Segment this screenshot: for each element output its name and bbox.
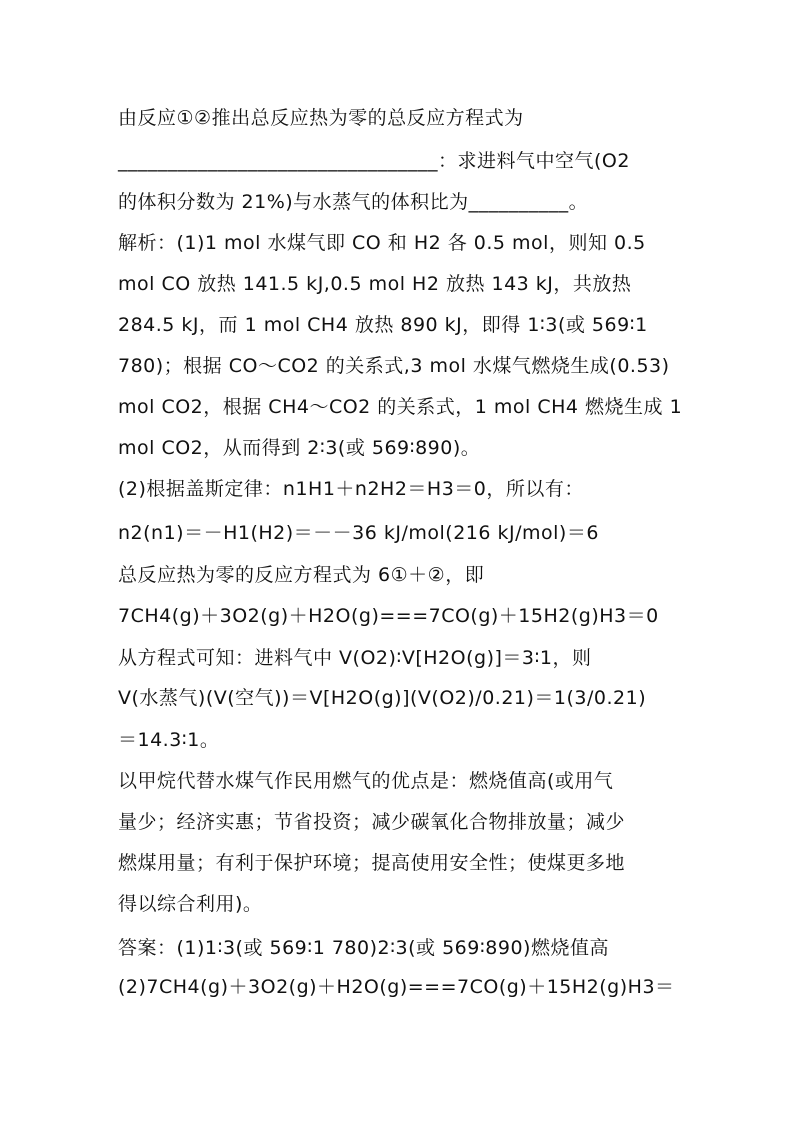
text-line: ________________________________：求进料气中空气(O2 bbox=[118, 150, 630, 172]
text-line: mol CO2，从而得到 2∶3(或 569∶890)。 bbox=[118, 437, 481, 459]
text-line: 得以综合利用)。 bbox=[118, 893, 263, 915]
text-line: n2(n1)＝－H1(H2)＝－－36 kJ/mol(216 kJ/mol)＝6 bbox=[118, 522, 599, 544]
text-line: 284.5 kJ，而 1 mol CH4 放热 890 kJ，即得 1∶3(或 569∶1 bbox=[118, 314, 648, 336]
text-line: 7CH4(g)＋3O2(g)＋H2O(g)===7CO(g)＋15H2(g)H3＝0 bbox=[118, 605, 659, 627]
text-line: 答案：(1)1∶3(或 569∶1 780)2∶3(或 569∶890)燃烧值高 bbox=[118, 937, 609, 959]
text-line: 由反应①②推出总反应热为零的总反应方程式为 bbox=[118, 107, 524, 129]
text-line: ＝14.3∶1。 bbox=[118, 729, 220, 751]
text-line: mol CO 放热 141.5 kJ,0.5 mol H2 放热 143 kJ，共放热 bbox=[118, 273, 632, 295]
text-line: mol CO2，根据 CH4～CO2 的关系式，1 mol CH4 燃烧生成 1 bbox=[118, 396, 683, 418]
text-line: 以甲烷代替水煤气作民用燃气的优点是：燃烧值高(或用气 bbox=[118, 770, 614, 792]
text-line: 从方程式可知：进料气中 V(O2)∶V[H2O(g)]＝3∶1，则 bbox=[118, 647, 592, 669]
text-line: V(水蒸气)(V(空气))＝V[H2O(g)](V(O2)/0.21)＝1(3/0.21) bbox=[118, 687, 647, 709]
text-line: 780)；根据 CO～CO2 的关系式,3 mol 水煤气燃烧生成(0.53) bbox=[118, 355, 670, 377]
text-line: (2)根据盖斯定律：n1H1＋n2H2＝H3＝0，所以有： bbox=[118, 478, 584, 500]
text-line: 的体积分数为 21%)与水蒸气的体积比为__________。 bbox=[118, 191, 589, 213]
text-line: 总反应热为零的反应方程式为 6①＋②，即 bbox=[118, 564, 485, 586]
text-line: 燃煤用量；有利于保护环境；提高使用安全性；使煤更多地 bbox=[118, 852, 626, 874]
text-line: (2)7CH4(g)＋3O2(g)＋H2O(g)===7CO(g)＋15H2(g)H3＝ bbox=[118, 976, 675, 998]
text-line: 量少；经济实惠；节省投资；减少碳氧化合物排放量；减少 bbox=[118, 811, 626, 833]
text-line: 解析：(1)1 mol 水煤气即 CO 和 H2 各 0.5 mol，则知 0.5 bbox=[118, 232, 646, 254]
